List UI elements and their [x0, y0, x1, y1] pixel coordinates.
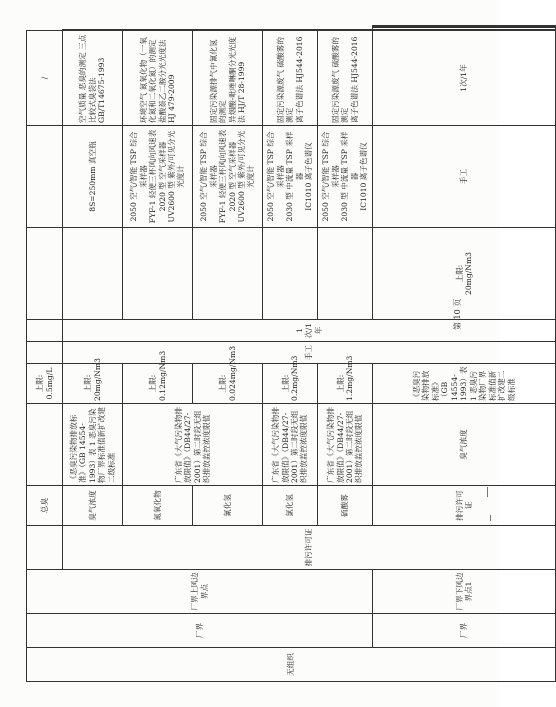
sampling-cell: 手工: [373, 126, 556, 228]
permit-cell: 排污许可证: [373, 486, 556, 526]
limit-cell: 上限: 0.024mg/Nm3: [193, 364, 263, 404]
limit-cell: 上限: 0.5mg/L: [27, 364, 63, 404]
cell: [27, 320, 63, 342]
cell: [318, 228, 373, 320]
freq-cell: 1次/1年: [63, 320, 556, 342]
method-cell: 空气质量 恶臭的测定 三点比较式臭袋法 GB/T14675-1993: [63, 31, 123, 126]
item-cell: 总臭: [27, 486, 63, 526]
device-cell: 2050 空气/智能 TSP 综合采样器 2030 型 中流量 TSP 采样器 IC1010 离子色谱仪: [318, 126, 373, 228]
cell: [63, 228, 123, 320]
device-cell: 2050 空气/智能 TSP 综合采样器 2030 型 中流量 TSP 采样器 IC1010 离子色谱仪: [263, 126, 318, 228]
item-cell: 臭气浓度: [63, 486, 123, 526]
site-cell-upper: 厂界: [27, 614, 373, 648]
monitoring-table-rotated: [26, 25, 516, 682]
method-cell: 固定污染源排气中氰化氢的测定 异烟酸-吡唑啉酮分光光度法 HJ/T 28-1999: [193, 31, 263, 126]
scan-mark: [490, 515, 491, 521]
cell: [123, 228, 193, 320]
remark-cell: /: [27, 31, 63, 126]
basis-cell: 广东省《大气污染物排放限值》（DB44/27-2001）第二时段无组织排放监控浓度限值: [263, 404, 318, 486]
sampling-cell: 手工: [63, 342, 556, 364]
cell: [27, 526, 63, 570]
cell: [27, 404, 63, 486]
type-cell: 无组织: [27, 648, 556, 682]
cell: [27, 126, 63, 228]
limit-cell: 上限: 0.2mg/Nm3: [263, 364, 318, 404]
device-cell: 2050 空气/智能 TSP 综合采样器 FYF-1 轻便三杯风向风速表 2020 型 空气采样器 UV2600 型 紫外/可见分光光度计: [123, 126, 193, 228]
device-cell: 8S=250mm 真空瓶: [63, 126, 123, 228]
limit-cell: 上限: 20mg/Nm3: [373, 228, 556, 320]
table-row: [27, 26, 63, 682]
cell: [193, 228, 263, 320]
freq-cell: 1次/1年: [373, 31, 556, 126]
method-cell: 固定污染源废气 硫酸雾的测定 离子色谱法 HJ544-2016: [263, 31, 318, 126]
basis-cell: 《恶臭污染物排放标准》（GB 14554-1993）表 1 恶臭污染物厂界标准值新扩改建二级标准: [373, 364, 556, 404]
remark-cell: [263, 29, 318, 30]
limit-cell: 上限: 1.2mg/Nm3: [318, 364, 373, 404]
cell: [373, 29, 556, 30]
monitoring-table: [26, 25, 556, 682]
limit-cell: 上限: 20mg/Nm3: [63, 364, 123, 404]
device-cell: [373, 28, 556, 29]
remark-cell: [63, 29, 123, 30]
scan-mark: [487, 487, 488, 497]
method-cell: [373, 27, 556, 28]
remark-cell: [373, 26, 556, 27]
page-number: 第 10 页: [453, 298, 462, 330]
method-cell: 固定污染源废气 硫酸雾的测定 离子色谱法 HJ544-2016: [318, 31, 373, 126]
basis-cell: 《恶臭污染物排放标准》（GB 14554-1993）表 1 恶臭污染物厂界标准值新扩改建二级标准: [63, 404, 123, 486]
location-cell-lower: 厂界下风边界点1: [373, 570, 556, 614]
remark-cell: [123, 29, 193, 30]
basis-cell: 广东省《大气污染物排放限值》（DB44/27-2001）第二时段无组织排放监控浓度限值: [123, 404, 263, 486]
basis-cell: 广东省《大气污染物排放限值》（DB44/27-2001）第二时段无组织排放监控浓度限值: [318, 404, 373, 486]
item-cell: 臭气浓度: [373, 404, 556, 486]
cell: [27, 228, 63, 320]
device-cell: 2050 空气/智能 TSP 综合采样器 FYF-1 轻便三杯风向风速表 2020 型 空气采样器 UV2600 型 紫外/可见分光光度计: [193, 126, 263, 228]
cell: [263, 228, 318, 320]
method-cell: 环境空气 氮氧化物（一氧化氮和二氧化氮）的测定 盐酸萘乙二胺分光光度法 HJ 479-2009: [123, 31, 193, 126]
item-cell: 氰化氢: [193, 486, 263, 526]
site-cell-lower: 厂界: [373, 614, 556, 648]
cell: [27, 342, 63, 364]
permit-cell: 排污许可证: [63, 526, 556, 570]
item-cell: 氮氧化物: [123, 486, 193, 526]
item-cell: 硫酸雾: [318, 486, 373, 526]
location-cell-upper: 厂界上风边界点: [27, 570, 373, 614]
item-cell: 氯化氢: [263, 486, 318, 526]
limit-cell: 上限: 0.12mg/Nm3: [123, 364, 193, 404]
remark-cell: [318, 29, 373, 30]
remark-cell: [193, 29, 263, 30]
